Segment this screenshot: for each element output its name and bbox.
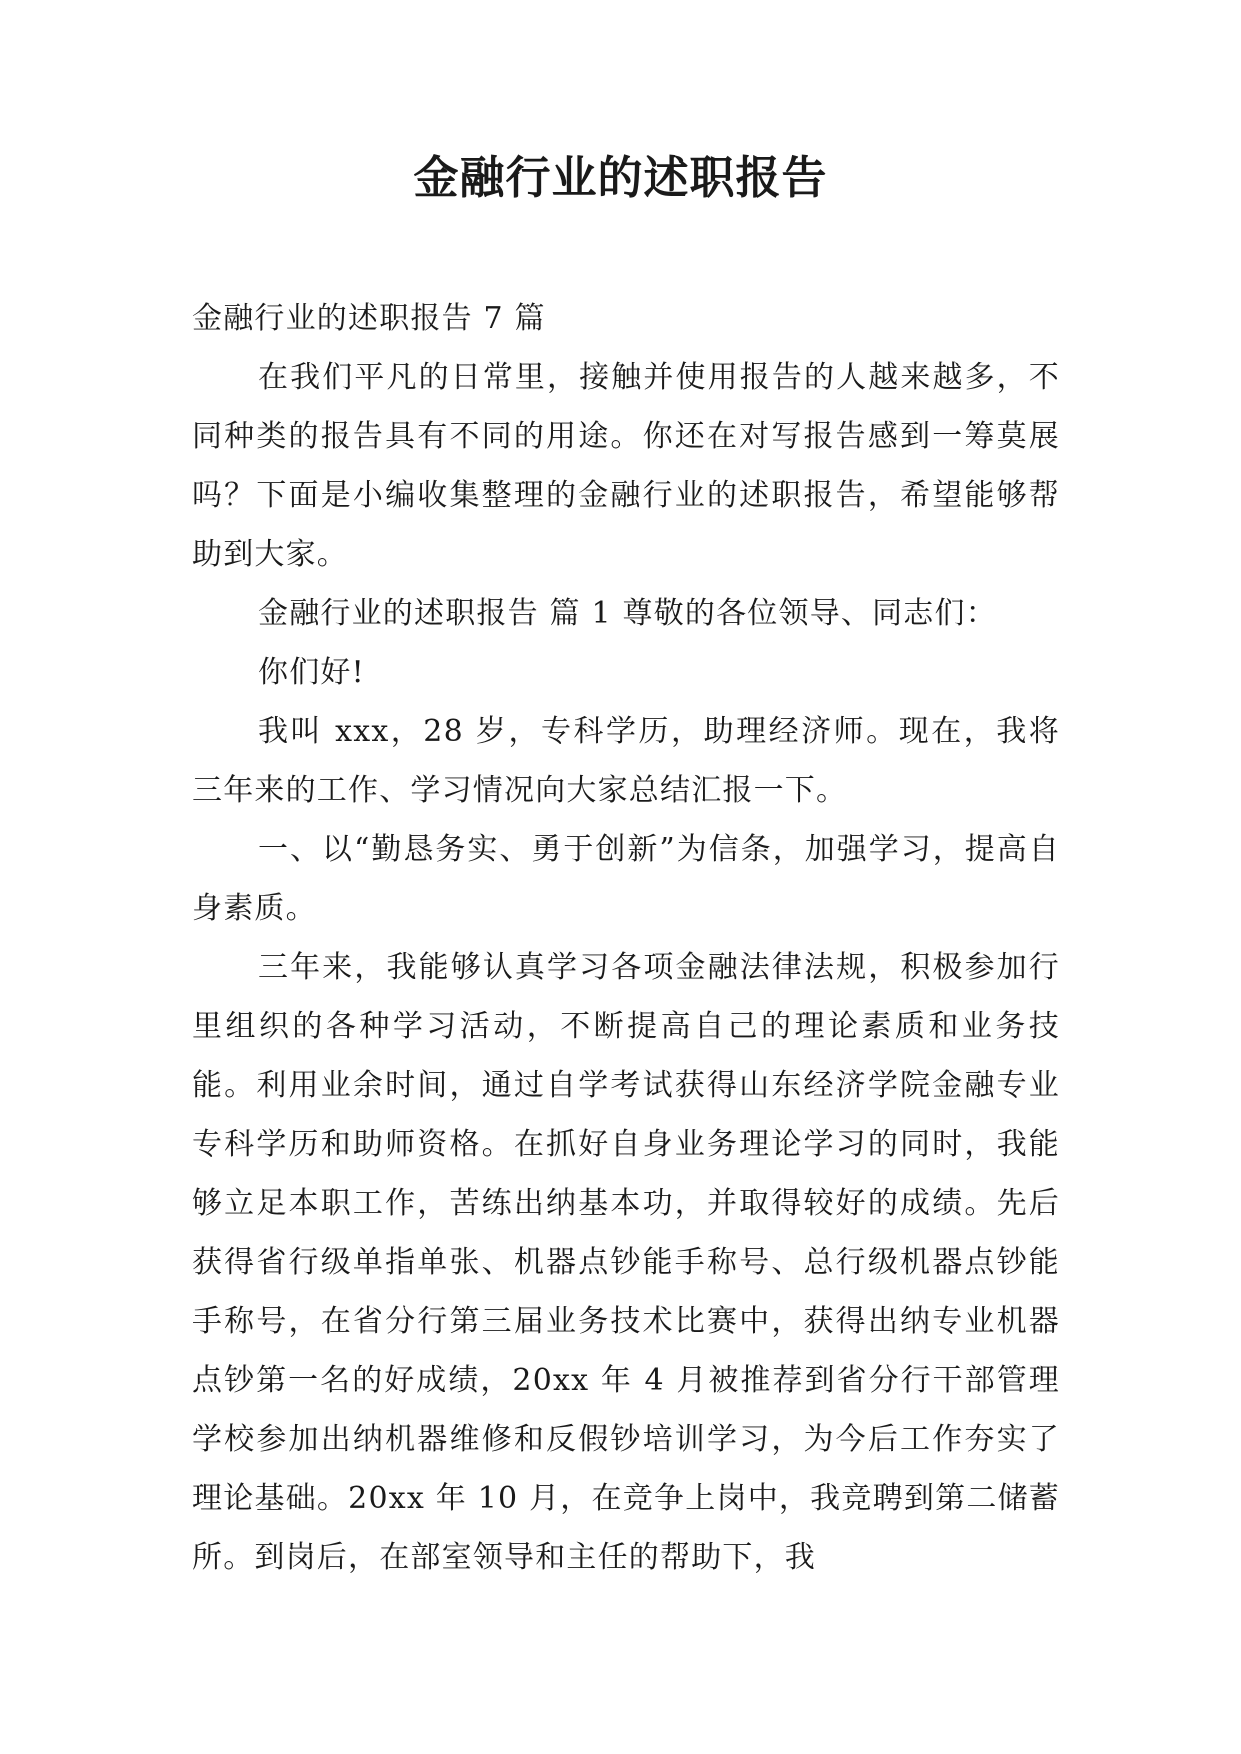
paragraph-self-introduction: 我叫 xxx，28 岁，专科学历，助理经济师。现在，我将三年来的工作、学习情况向大家总结汇报一下。 — [192, 714, 1060, 808]
section-heading-1: 一、以“勤恳务实、勇于创新”为信条，加强学习，提高自身素质。 — [192, 832, 1060, 926]
document-body — [192, 289, 1060, 1587]
document-subtitle: 金融行业的述职报告 7 篇 — [192, 301, 546, 336]
document-title: 金融行业的述职报告 — [413, 151, 828, 204]
paragraph-intro: 在我们平凡的日常里，接触并使用报告的人越来越多，不同种类的报告具有不同的用途。你还在对写报告感到一筹莫展吗？下面是小编收集整理的金融行业的述职报告，希望能够帮助到大家。 — [192, 360, 1060, 572]
paragraph-study: 三年来，我能够认真学习各项金融法律法规，积极参加行里组织的各种学习活动，不断提高自己的理论素质和业务技能。利用业余时间，通过自学考试获得山东经济学院金融专业专科学历和助师资格。在抓好自身业务理论学习的同时，我能够立足本职工作，苦练出纳基本功，并取得较好的成绩。先后获得省行级单指单张、机器点钞能手称号、总行级机器点钞能手称号，在省分行第三届业务技术比赛中，获得出纳专业机器点钞第一名的好成绩，20xx 年 4 月被推荐到省分行干部管理学校参加出纳机器维修和反假钞培训学习，为今后工作夯实了理论基础。20xx 年 10 月，在竞争上岗中，我竞聘到第二储蓄所。到岗后，在部室领导和主任的帮助下，我 — [192, 950, 1060, 1575]
paragraph-greeting: 你们好! — [258, 655, 365, 690]
paragraph-greeting-heading: 金融行业的述职报告 篇 1 尊敬的各位领导、同志们： — [258, 596, 997, 631]
